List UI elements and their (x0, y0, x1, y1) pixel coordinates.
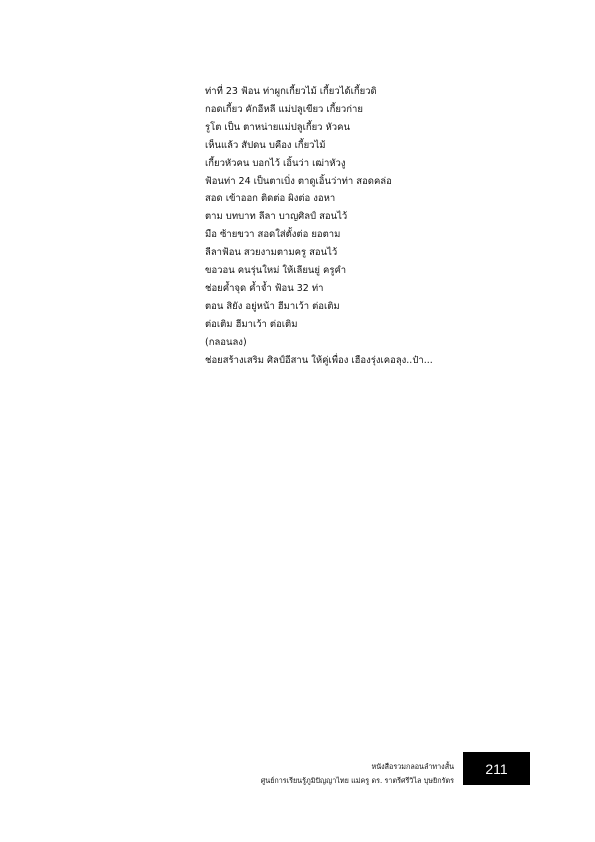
book-title: หนังสือรวมกลอนลำทางสั้น (371, 762, 454, 771)
poem-line: มือ ซ้ายขวา สอดใส่ตั้งต่อ ยอตาม (205, 229, 341, 241)
publisher-credit: ศูนย์การเรียนรู้ภูมิปัญญาไทย แม่ครู ดร. ราตรีศรีวิไล บุษยิกรัตร (260, 776, 454, 785)
page-number: 211 (485, 760, 508, 777)
poem-line: เห็นแล้ว สัปดน บคือง เกี้ยวไม้ (205, 139, 326, 151)
page-footer (261, 760, 454, 788)
poem-line: ตอน สิยัง อยู่หน้า ฮีมาเว้า ต่อเติม (205, 300, 340, 312)
page-number-box (463, 752, 530, 785)
poem-line: ท่าที่ 23 ฟ้อน ท่าผูกเกี้ยวไม้ เกี้ยวได้เกี้ยวดิ (205, 86, 377, 97)
poem-line: ขอวอน คนรุ่นใหม่ ให้เลียนยู่ ครูคำ (205, 265, 347, 277)
poem-line: (กลอนลง) (205, 336, 247, 348)
poem-line: กอดเกี้ยว คักอีหลี แม่ปลูเขียว เกี้ยวก่าย (205, 103, 363, 115)
poem-line: สอด เข้าออก ติดต่อ ผิงต่อ งอหา (205, 193, 336, 205)
poem-line: เกี้ยวหัวคน บอกไว้ เอิ้นว่า เฒ่าหัวงู (205, 157, 346, 169)
poem-line: ตาม บทบาท ลีลา บาญศิลป์ สอนไว้ (205, 211, 348, 223)
poem-body (205, 83, 433, 370)
poem-line: ฟ้อนท่า 24 เป็นตาเบิ่ง ตาดูเอิ้นว่าท่า สอดคล่อ (205, 175, 392, 187)
poem-line: ช่อยสร้างเสริม ศิลป์อีสาน ให้คู่เพื่อง เฮืองรุ่งเคอลุง..ป๋า... (205, 354, 433, 366)
poem-line: ช่อยค้ำจุด ค้ำจ้ำ ฟ้อน 32 ท่า (205, 282, 324, 294)
poem-line: ลีลาฟ้อน สวยงามตามครู สอนไว้ (205, 247, 338, 259)
poem-line: รูโต เป็น ตาหน่ายแม่ปลูเกี้ยว หัวคน (205, 121, 350, 133)
poem-line: ต่อเติม ฮีมาเว้า ต่อเติม (205, 318, 298, 330)
